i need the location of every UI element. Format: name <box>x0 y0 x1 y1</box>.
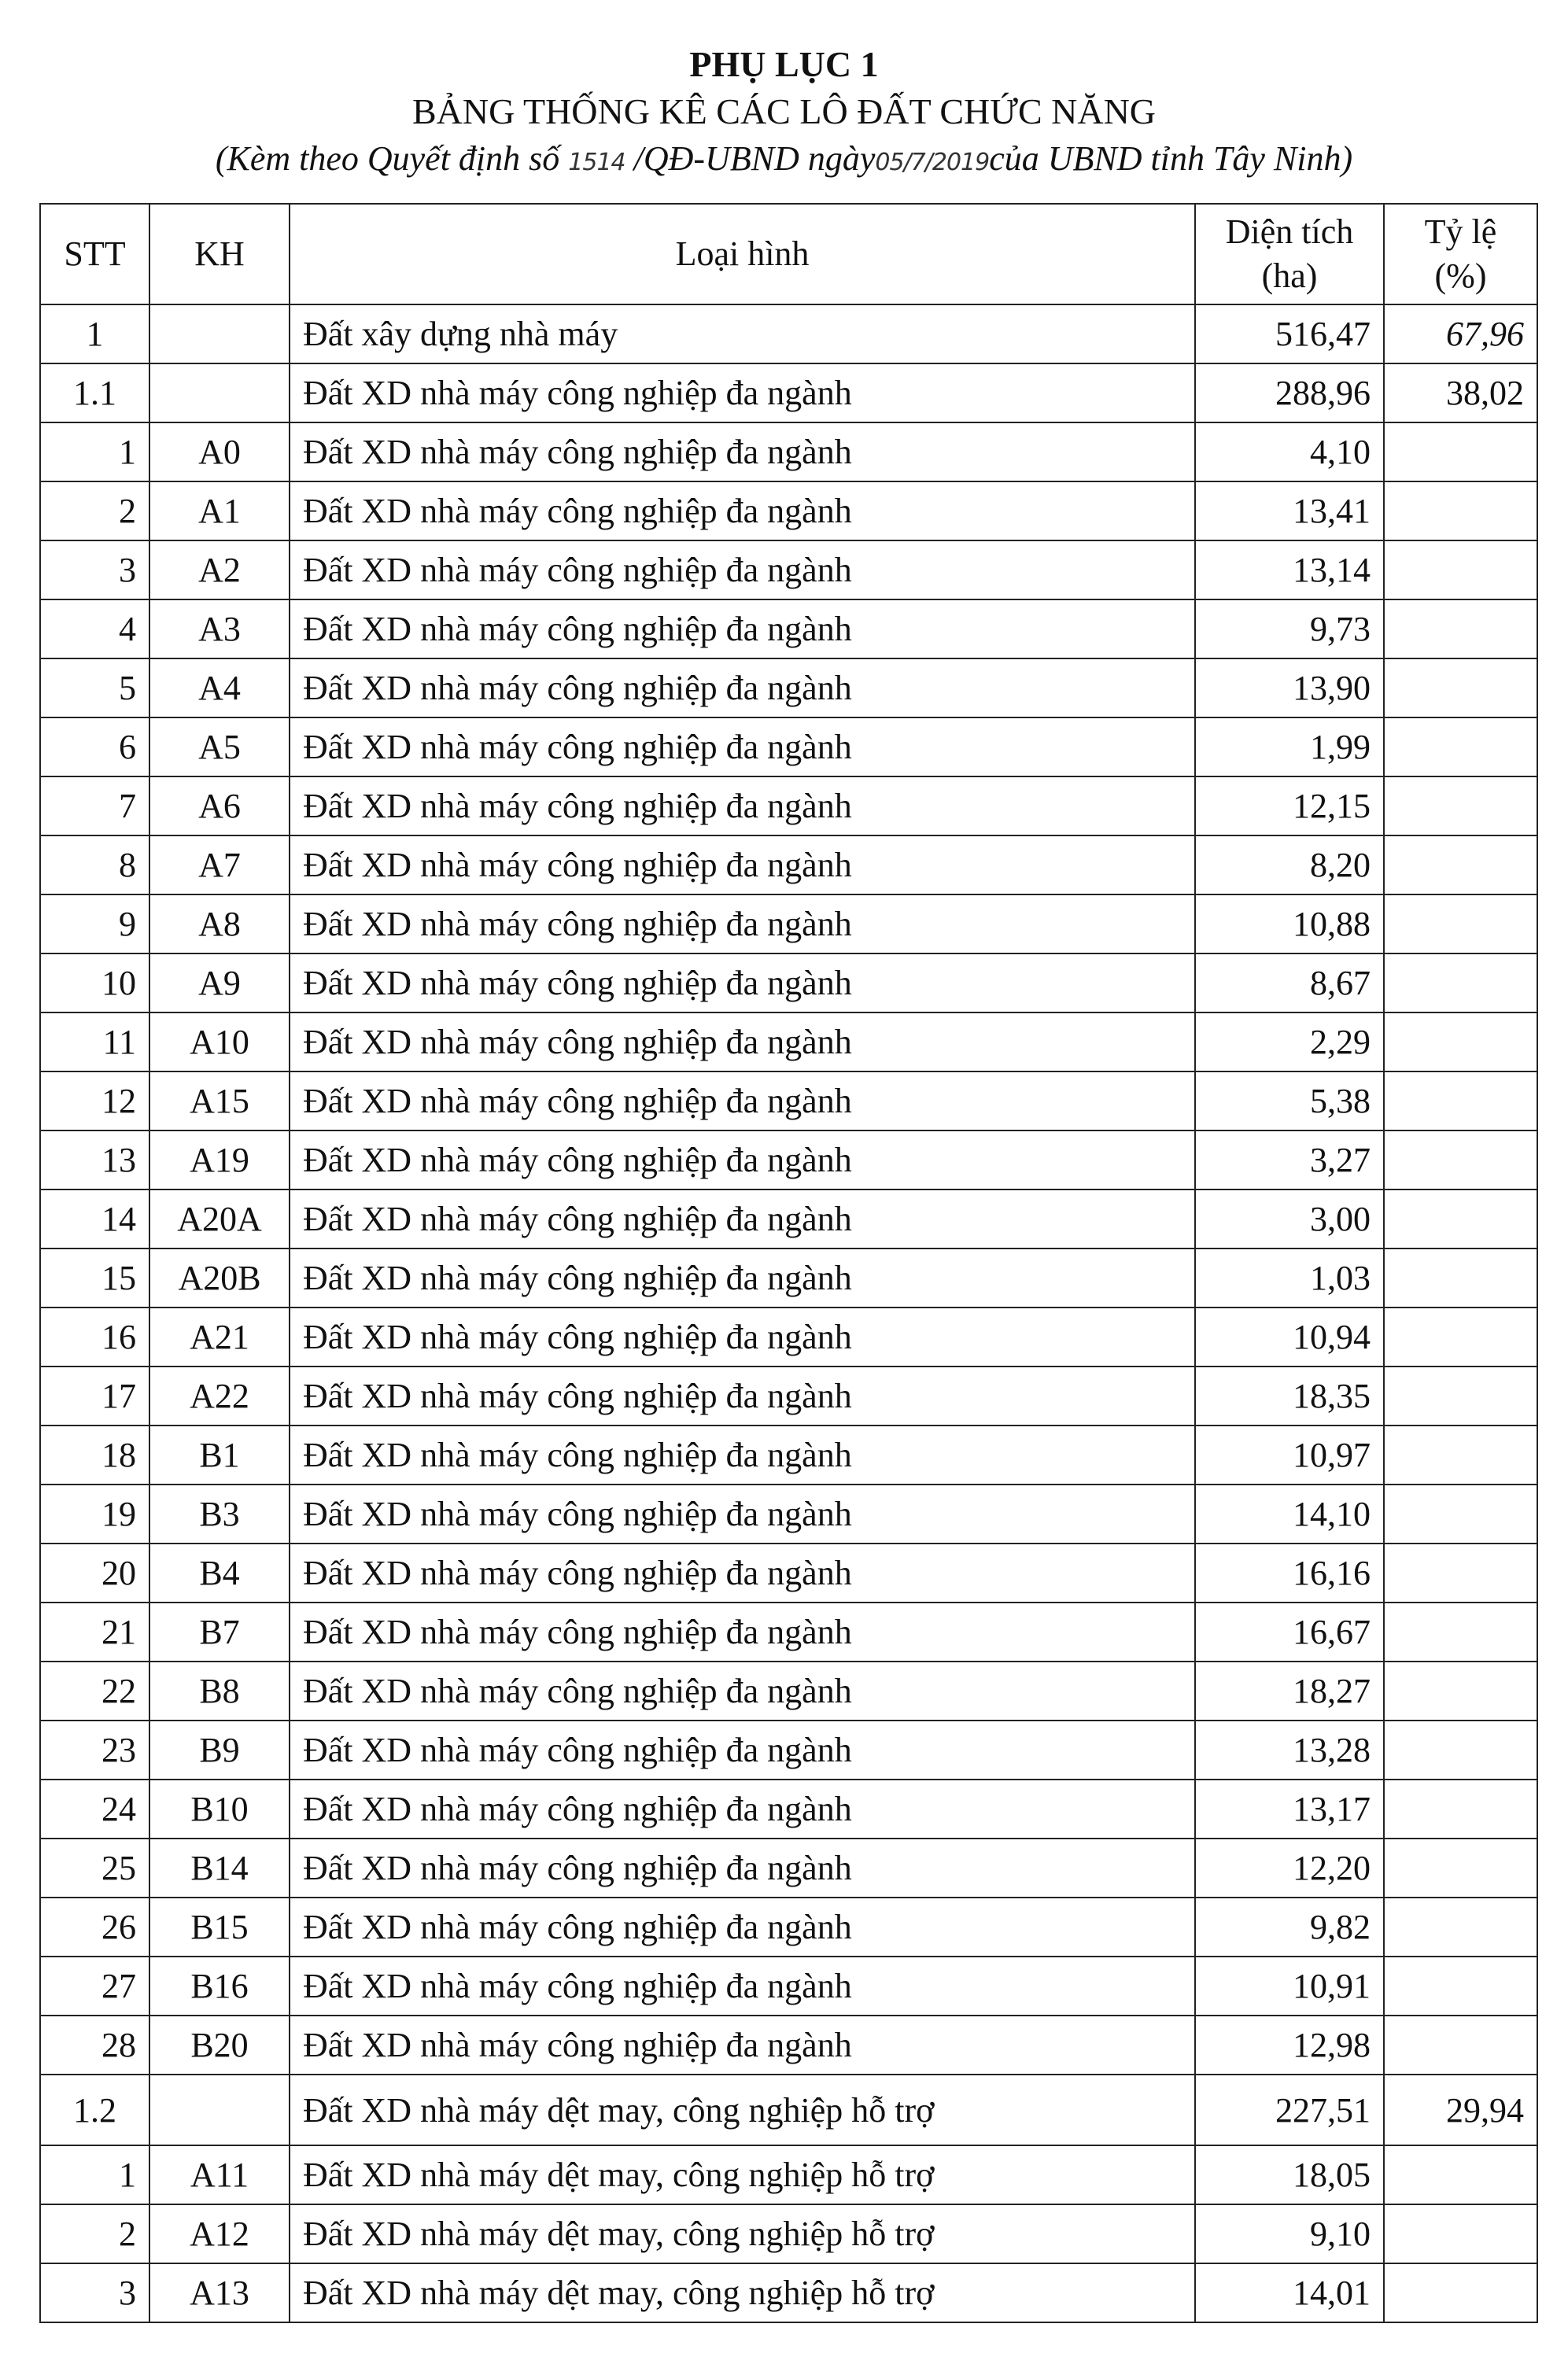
cell-stt: 28 <box>40 2016 149 2075</box>
cell-ratio: 29,94 <box>1384 2075 1537 2145</box>
table-row <box>40 481 1537 540</box>
cell-area: 516,47 <box>1195 304 1384 363</box>
table-row <box>40 1603 1537 1662</box>
cell-area: 12,98 <box>1195 2016 1384 2075</box>
table-row <box>40 894 1537 953</box>
cell-stt: 27 <box>40 1957 149 2016</box>
cell-area: 18,27 <box>1195 1662 1384 1721</box>
cell-ratio <box>1384 2145 1537 2204</box>
cell-kh <box>149 363 290 422</box>
table-row <box>40 1485 1537 1544</box>
cell-area: 13,28 <box>1195 1721 1384 1780</box>
document-title: PHỤ LỤC 1 <box>689 44 879 84</box>
cell-area: 18,35 <box>1195 1367 1384 1426</box>
table-row <box>40 776 1537 835</box>
table-row <box>40 2075 1537 2145</box>
table-row <box>40 717 1537 776</box>
cell-area: 227,51 <box>1195 2075 1384 2145</box>
cell-ratio <box>1384 2016 1537 2075</box>
cell-ratio <box>1384 1957 1537 2016</box>
cell-kh: B10 <box>149 1780 290 1839</box>
cell-stt: 2 <box>40 481 149 540</box>
cell-ratio <box>1384 1662 1537 1721</box>
cell-area: 16,16 <box>1195 1544 1384 1603</box>
table-row <box>40 1071 1537 1130</box>
cell-kh: B20 <box>149 2016 290 2075</box>
table-row <box>40 658 1537 717</box>
cell-ratio <box>1384 717 1537 776</box>
cell-area: 10,94 <box>1195 1308 1384 1367</box>
cell-ratio <box>1384 1721 1537 1780</box>
cell-area: 9,82 <box>1195 1898 1384 1957</box>
cell-area: 9,73 <box>1195 599 1384 658</box>
cell-kh: B15 <box>149 1898 290 1957</box>
table-row <box>40 1190 1537 1249</box>
cell-type: Đất XD nhà máy công nghiệp đa ngành <box>290 1780 1195 1839</box>
table-header-row <box>40 204 1537 304</box>
cell-type: Đất XD nhà máy công nghiệp đa ngành <box>290 1662 1195 1721</box>
cell-ratio <box>1384 1012 1537 1071</box>
cell-stt: 1 <box>40 2145 149 2204</box>
cell-type: Đất XD nhà máy công nghiệp đa ngành <box>290 1426 1195 1485</box>
cell-type: Đất XD nhà máy công nghiệp đa ngành <box>290 658 1195 717</box>
cell-stt: 16 <box>40 1308 149 1367</box>
table-row <box>40 1898 1537 1957</box>
cell-kh: A1 <box>149 481 290 540</box>
cell-stt: 22 <box>40 1662 149 1721</box>
cell-type: Đất XD nhà máy công nghiệp đa ngành <box>290 1012 1195 1071</box>
cell-stt: 18 <box>40 1426 149 1485</box>
cell-stt: 13 <box>40 1130 149 1190</box>
header-area-line1: Diện tích <box>1225 212 1354 251</box>
cell-kh: A13 <box>149 2263 290 2322</box>
header-type: Loại hình <box>290 204 1195 304</box>
cell-area: 8,20 <box>1195 835 1384 894</box>
cell-stt: 10 <box>40 953 149 1012</box>
cell-area: 288,96 <box>1195 363 1384 422</box>
cell-area: 4,10 <box>1195 422 1384 481</box>
cell-kh: B16 <box>149 1957 290 2016</box>
cell-area: 10,88 <box>1195 894 1384 953</box>
cell-type: Đất XD nhà máy công nghiệp đa ngành <box>290 776 1195 835</box>
cell-stt: 2 <box>40 2204 149 2263</box>
cell-kh: B7 <box>149 1603 290 1662</box>
table-row <box>40 1839 1537 1898</box>
cell-area: 1,99 <box>1195 717 1384 776</box>
cell-kh: B1 <box>149 1426 290 1485</box>
cell-stt: 26 <box>40 1898 149 1957</box>
cell-type: Đất XD nhà máy công nghiệp đa ngành <box>290 1544 1195 1603</box>
cell-kh: A7 <box>149 835 290 894</box>
cell-stt: 1 <box>40 422 149 481</box>
cell-stt: 23 <box>40 1721 149 1780</box>
cell-ratio <box>1384 2204 1537 2263</box>
table-row <box>40 835 1537 894</box>
cell-type: Đất XD nhà máy công nghiệp đa ngành <box>290 540 1195 599</box>
table-row <box>40 1308 1537 1367</box>
cell-stt: 17 <box>40 1367 149 1426</box>
header-ratio <box>1384 204 1537 304</box>
cell-kh: B8 <box>149 1662 290 1721</box>
cell-stt: 12 <box>40 1071 149 1130</box>
cell-stt: 7 <box>40 776 149 835</box>
cell-ratio: 67,96 <box>1384 304 1537 363</box>
table-row <box>40 1012 1537 1071</box>
table-row <box>40 363 1537 422</box>
cell-area: 12,15 <box>1195 776 1384 835</box>
table-row <box>40 2204 1537 2263</box>
table-row <box>40 1721 1537 1780</box>
cell-type: Đất XD nhà máy công nghiệp đa ngành <box>290 481 1195 540</box>
handwritten-decision-date: 05/7/2019 <box>875 149 990 176</box>
cell-kh: B4 <box>149 1544 290 1603</box>
cell-type: Đất XD nhà máy công nghiệp đa ngành <box>290 835 1195 894</box>
header-ratio-line2: (%) <box>1434 256 1487 295</box>
table-row <box>40 540 1537 599</box>
caption-suffix: của UBND tỉnh Tây Ninh) <box>989 139 1353 178</box>
cell-type: Đất XD nhà máy công nghiệp đa ngành <box>290 1603 1195 1662</box>
cell-stt: 8 <box>40 835 149 894</box>
cell-area: 13,90 <box>1195 658 1384 717</box>
cell-ratio <box>1384 599 1537 658</box>
cell-type: Đất XD nhà máy công nghiệp đa ngành <box>290 1839 1195 1898</box>
cell-stt: 6 <box>40 717 149 776</box>
cell-type: Đất XD nhà máy công nghiệp đa ngành <box>290 717 1195 776</box>
cell-type: Đất xây dựng nhà máy <box>290 304 1195 363</box>
cell-type: Đất XD nhà máy dệt may, công nghiệp hỗ trợ <box>290 2263 1195 2322</box>
cell-ratio <box>1384 1249 1537 1308</box>
cell-ratio <box>1384 1898 1537 1957</box>
cell-ratio <box>1384 835 1537 894</box>
cell-type: Đất XD nhà máy công nghiệp đa ngành <box>290 1071 1195 1130</box>
cell-ratio <box>1384 1190 1537 1249</box>
cell-kh: A4 <box>149 658 290 717</box>
cell-stt: 3 <box>40 2263 149 2322</box>
cell-ratio <box>1384 953 1537 1012</box>
cell-ratio <box>1384 1839 1537 1898</box>
cell-kh: A2 <box>149 540 290 599</box>
cell-kh <box>149 2075 290 2145</box>
table-row <box>40 2145 1537 2204</box>
cell-type: Đất XD nhà máy công nghiệp đa ngành <box>290 1249 1195 1308</box>
header-area-line2: (ha) <box>1261 256 1318 295</box>
cell-area: 3,00 <box>1195 1190 1384 1249</box>
table-row <box>40 422 1537 481</box>
cell-area: 10,91 <box>1195 1957 1384 2016</box>
cell-stt: 19 <box>40 1485 149 1544</box>
cell-area: 5,38 <box>1195 1071 1384 1130</box>
cell-area: 13,17 <box>1195 1780 1384 1839</box>
cell-kh <box>149 304 290 363</box>
cell-stt: 1 <box>40 304 149 363</box>
cell-stt: 1.1 <box>40 363 149 422</box>
cell-ratio <box>1384 1071 1537 1130</box>
cell-ratio <box>1384 1308 1537 1367</box>
cell-kh: A11 <box>149 2145 290 2204</box>
document-caption <box>0 135 1568 186</box>
cell-kh: A15 <box>149 1071 290 1130</box>
cell-ratio <box>1384 1426 1537 1485</box>
land-lot-table <box>39 203 1538 2323</box>
cell-type: Đất XD nhà máy công nghiệp đa ngành <box>290 1308 1195 1367</box>
header-ratio-line1: Tỷ lệ <box>1424 212 1497 251</box>
cell-kh: A9 <box>149 953 290 1012</box>
table-row <box>40 1426 1537 1485</box>
cell-area: 8,67 <box>1195 953 1384 1012</box>
cell-ratio <box>1384 1544 1537 1603</box>
cell-type: Đất XD nhà máy công nghiệp đa ngành <box>290 1957 1195 2016</box>
document-subtitle: BẢNG THỐNG KÊ CÁC LÔ ĐẤT CHỨC NĂNG <box>411 91 1157 131</box>
cell-ratio <box>1384 2263 1537 2322</box>
cell-area: 13,41 <box>1195 481 1384 540</box>
cell-area: 14,10 <box>1195 1485 1384 1544</box>
cell-area: 16,67 <box>1195 1603 1384 1662</box>
cell-type: Đất XD nhà máy dệt may, công nghiệp hỗ trợ <box>290 2204 1195 2263</box>
cell-ratio <box>1384 481 1537 540</box>
cell-ratio <box>1384 1603 1537 1662</box>
cell-kh: A10 <box>149 1012 290 1071</box>
cell-area: 1,03 <box>1195 1249 1384 1308</box>
cell-kh: A12 <box>149 2204 290 2263</box>
table-row <box>40 1249 1537 1308</box>
table-row <box>40 599 1537 658</box>
cell-type: Đất XD nhà máy dệt may, công nghiệp hỗ trợ <box>290 2075 1195 2145</box>
cell-stt: 15 <box>40 1249 149 1308</box>
cell-ratio <box>1384 1367 1537 1426</box>
cell-kh: B14 <box>149 1839 290 1898</box>
cell-stt: 1.2 <box>40 2075 149 2145</box>
cell-ratio <box>1384 1130 1537 1190</box>
cell-area: 13,14 <box>1195 540 1384 599</box>
cell-kh: B9 <box>149 1721 290 1780</box>
cell-area: 3,27 <box>1195 1130 1384 1190</box>
cell-stt: 14 <box>40 1190 149 1249</box>
cell-ratio: 38,02 <box>1384 363 1537 422</box>
table-row <box>40 1957 1537 2016</box>
cell-kh: A21 <box>149 1308 290 1367</box>
cell-kh: A5 <box>149 717 290 776</box>
cell-type: Đất XD nhà máy công nghiệp đa ngành <box>290 1130 1195 1190</box>
table-row <box>40 1367 1537 1426</box>
cell-kh: A6 <box>149 776 290 835</box>
table-row <box>40 2016 1537 2075</box>
cell-kh: A20B <box>149 1249 290 1308</box>
cell-ratio <box>1384 540 1537 599</box>
cell-stt: 20 <box>40 1544 149 1603</box>
cell-type: Đất XD nhà máy công nghiệp đa ngành <box>290 1485 1195 1544</box>
header-kh: KH <box>149 204 290 304</box>
cell-ratio <box>1384 1780 1537 1839</box>
table-row <box>40 304 1537 363</box>
cell-ratio <box>1384 1485 1537 1544</box>
cell-type: Đất XD nhà máy công nghiệp đa ngành <box>290 599 1195 658</box>
cell-kh: A22 <box>149 1367 290 1426</box>
header-stt: STT <box>40 204 149 304</box>
cell-area: 2,29 <box>1195 1012 1384 1071</box>
table-row <box>40 1780 1537 1839</box>
cell-area: 10,97 <box>1195 1426 1384 1485</box>
cell-type: Đất XD nhà máy công nghiệp đa ngành <box>290 1898 1195 1957</box>
cell-area: 14,01 <box>1195 2263 1384 2322</box>
cell-stt: 9 <box>40 894 149 953</box>
cell-area: 9,10 <box>1195 2204 1384 2263</box>
table-row <box>40 1662 1537 1721</box>
cell-stt: 25 <box>40 1839 149 1898</box>
cell-type: Đất XD nhà máy công nghiệp đa ngành <box>290 953 1195 1012</box>
cell-type: Đất XD nhà máy công nghiệp đa ngành <box>290 1190 1195 1249</box>
cell-ratio <box>1384 894 1537 953</box>
cell-kh: A0 <box>149 422 290 481</box>
handwritten-decision-number: 1514 <box>568 149 625 176</box>
cell-stt: 21 <box>40 1603 149 1662</box>
header-area <box>1195 204 1384 304</box>
cell-stt: 3 <box>40 540 149 599</box>
caption-mid: /QĐ-UBND ngày <box>625 139 876 178</box>
caption-prefix: (Kèm theo Quyết định số <box>215 139 569 178</box>
cell-type: Đất XD nhà máy công nghiệp đa ngành <box>290 363 1195 422</box>
cell-type: Đất XD nhà máy công nghiệp đa ngành <box>290 1721 1195 1780</box>
cell-type: Đất XD nhà máy dệt may, công nghiệp hỗ trợ <box>290 2145 1195 2204</box>
cell-ratio <box>1384 658 1537 717</box>
cell-area: 18,05 <box>1195 2145 1384 2204</box>
table-row <box>40 2263 1537 2322</box>
cell-stt: 5 <box>40 658 149 717</box>
cell-area: 12,20 <box>1195 1839 1384 1898</box>
table-row <box>40 1130 1537 1190</box>
cell-ratio <box>1384 422 1537 481</box>
cell-ratio <box>1384 776 1537 835</box>
cell-type: Đất XD nhà máy công nghiệp đa ngành <box>290 894 1195 953</box>
cell-kh: A20A <box>149 1190 290 1249</box>
cell-stt: 11 <box>40 1012 149 1071</box>
cell-kh: A8 <box>149 894 290 953</box>
cell-kh: B3 <box>149 1485 290 1544</box>
cell-kh: A3 <box>149 599 290 658</box>
cell-type: Đất XD nhà máy công nghiệp đa ngành <box>290 2016 1195 2075</box>
table-row <box>40 1544 1537 1603</box>
cell-kh: A19 <box>149 1130 290 1190</box>
cell-stt: 24 <box>40 1780 149 1839</box>
cell-stt: 4 <box>40 599 149 658</box>
cell-type: Đất XD nhà máy công nghiệp đa ngành <box>290 422 1195 481</box>
table-row <box>40 953 1537 1012</box>
document-header <box>0 41 1568 186</box>
cell-type: Đất XD nhà máy công nghiệp đa ngành <box>290 1367 1195 1426</box>
